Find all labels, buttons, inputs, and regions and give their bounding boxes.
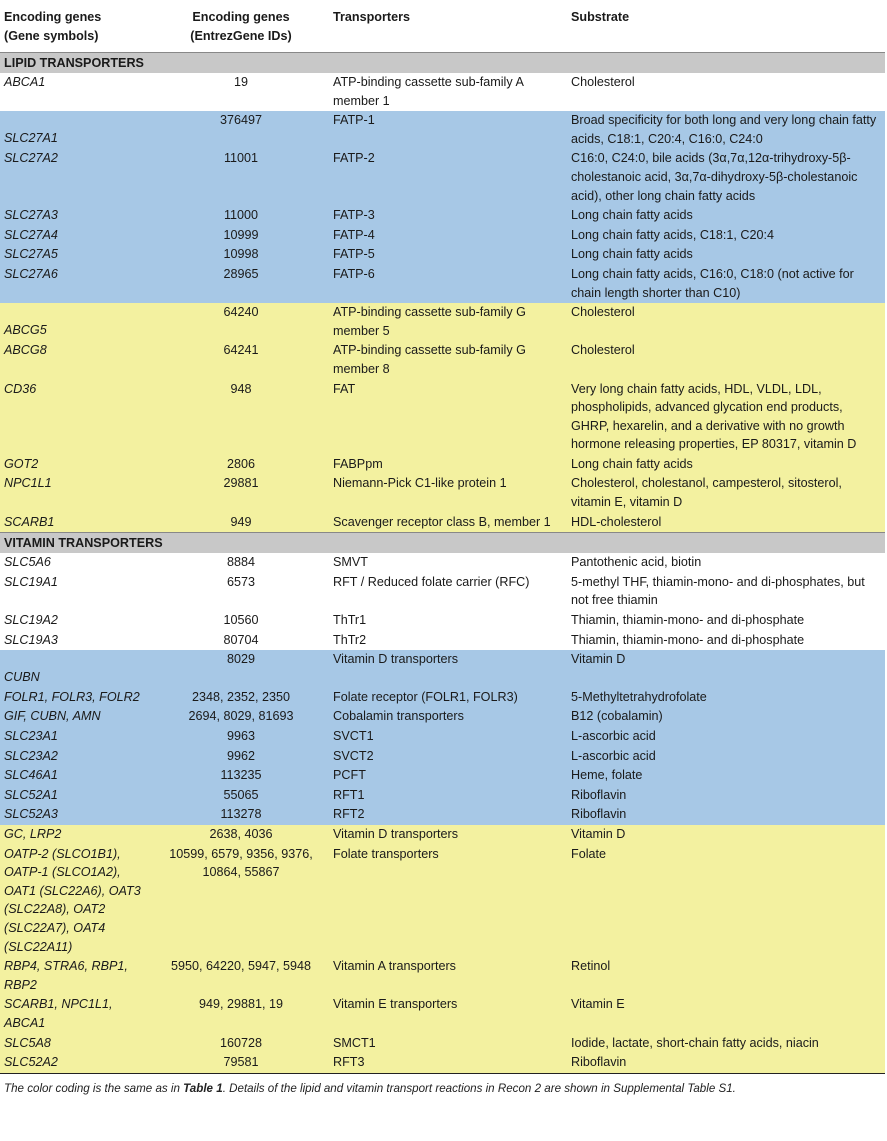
gene-symbol-cell: SLC27A1 (0, 111, 153, 149)
substrate-cell: Long chain fatty acids, C16:0, C18:0 (not active for chain length shorter than C10) (567, 265, 885, 303)
header-substrate: Substrate (571, 10, 630, 24)
header-transporters: Transporters (333, 10, 410, 24)
table-row (0, 995, 885, 1033)
gene-symbol-cell: SLC19A3 (0, 631, 153, 651)
substrate-cell: Long chain fatty acids (567, 206, 885, 226)
transporter-cell: FATP-1 (329, 111, 567, 149)
table-row (0, 707, 885, 727)
entrez-id-cell: 19 (153, 73, 329, 111)
table-header (0, 0, 885, 53)
table-row (0, 805, 885, 825)
entrez-id-cell: 5950, 64220, 5947, 5948 (153, 957, 329, 995)
transporter-cell: RFT / Reduced folate carrier (RFC) (329, 573, 567, 611)
header-gene-symbols (0, 0, 153, 53)
table-row (0, 553, 885, 573)
table-row (0, 265, 885, 303)
transporter-cell: ThTr2 (329, 631, 567, 651)
footnote-table-ref: Table 1 (183, 1081, 223, 1095)
entrez-id-cell: 948 (153, 380, 329, 455)
transporter-cell: ATP-binding cassette sub-family G member 8 (329, 341, 567, 379)
gene-symbol-cell: SLC5A8 (0, 1034, 153, 1054)
substrate-cell: L-ascorbic acid (567, 747, 885, 767)
entrez-id-cell: 376497 (153, 111, 329, 149)
entrez-id-cell: 2348, 2352, 2350 (153, 688, 329, 708)
entrez-id-cell: 10999 (153, 226, 329, 246)
header-entrez-ids-line1: Encoding genes (192, 10, 290, 24)
table-row (0, 1034, 885, 1054)
entrez-id-cell: 949 (153, 513, 329, 533)
table-row (0, 957, 885, 995)
substrate-cell: Vitamin E (567, 995, 885, 1033)
table-row (0, 245, 885, 265)
gene-symbol-cell: ABCG8 (0, 341, 153, 379)
transporter-cell: SVCT1 (329, 727, 567, 747)
gene-symbol-cell: SLC19A2 (0, 611, 153, 631)
gene-symbol-cell: ABCA1 (0, 73, 153, 111)
substrate-cell: 5-Methyltetrahydrofolate (567, 688, 885, 708)
entrez-id-cell: 64241 (153, 341, 329, 379)
transporter-cell: RFT1 (329, 786, 567, 806)
transporter-cell: FATP-6 (329, 265, 567, 303)
transporter-cell: FATP-3 (329, 206, 567, 226)
gene-symbol-cell: GOT2 (0, 455, 153, 475)
table-row (0, 631, 885, 651)
substrate-cell: Folate (567, 845, 885, 958)
substrate-cell: Vitamin D (567, 825, 885, 845)
entrez-id-cell: 8029 (153, 650, 329, 688)
transporter-cell: Niemann-Pick C1-like protein 1 (329, 474, 567, 512)
substrate-cell: Thiamin, thiamin-mono- and di-phosphate (567, 611, 885, 631)
transporter-cell: Vitamin A transporters (329, 957, 567, 995)
substrate-cell: Retinol (567, 957, 885, 995)
gene-symbol-cell: FOLR1, FOLR3, FOLR2 (0, 688, 153, 708)
transporter-cell: Folate transporters (329, 845, 567, 958)
substrate-cell: Heme, folate (567, 766, 885, 786)
transporter-cell: Cobalamin transporters (329, 707, 567, 727)
substrate-cell: Iodide, lactate, short-chain fatty acids, niacin (567, 1034, 885, 1054)
header-gene-symbols-line2: (Gene symbols) (4, 29, 99, 43)
section-header-row (0, 533, 885, 554)
table-row (0, 1053, 885, 1073)
entrez-id-cell: 2694, 8029, 81693 (153, 707, 329, 727)
transporter-cell: SMCT1 (329, 1034, 567, 1054)
gene-symbol-cell: SLC19A1 (0, 573, 153, 611)
substrate-cell: 5-methyl THF, thiamin-mono- and di-phosphates, but not free thiamin (567, 573, 885, 611)
table-row (0, 455, 885, 475)
gene-symbol-cell: SLC27A3 (0, 206, 153, 226)
entrez-id-cell: 10998 (153, 245, 329, 265)
transporter-cell: Vitamin D transporters (329, 825, 567, 845)
table-row (0, 611, 885, 631)
substrate-cell: Long chain fatty acids, C18:1, C20:4 (567, 226, 885, 246)
table-row (0, 474, 885, 512)
entrez-id-cell: 2806 (153, 455, 329, 475)
entrez-id-cell: 9963 (153, 727, 329, 747)
substrate-cell: Cholesterol (567, 341, 885, 379)
substrate-cell: Vitamin D (567, 650, 885, 688)
section-title: LIPID TRANSPORTERS (0, 53, 885, 74)
transporter-cell: SVCT2 (329, 747, 567, 767)
table-row (0, 303, 885, 341)
entrez-id-cell: 949, 29881, 19 (153, 995, 329, 1033)
gene-symbol-cell: GC, LRP2 (0, 825, 153, 845)
entrez-id-cell: 11001 (153, 149, 329, 206)
table-body (0, 53, 885, 1074)
entrez-id-cell: 113235 (153, 766, 329, 786)
header-entrez-ids (153, 0, 329, 53)
table-row (0, 380, 885, 455)
header-gene-symbols-line1: Encoding genes (4, 10, 102, 24)
footnote-text-after: . Details of the lipid and vitamin transport reactions in Recon 2 are shown in Supplemental Table S1. (222, 1081, 736, 1095)
transporter-cell: FABPpm (329, 455, 567, 475)
section-title: VITAMIN TRANSPORTERS (0, 533, 885, 554)
gene-symbol-cell: SLC23A1 (0, 727, 153, 747)
gene-symbol-cell: SCARB1 (0, 513, 153, 533)
entrez-id-cell: 11000 (153, 206, 329, 226)
gene-symbol-cell: SLC23A2 (0, 747, 153, 767)
gene-symbol-cell: CD36 (0, 380, 153, 455)
table-row (0, 341, 885, 379)
entrez-id-cell: 6573 (153, 573, 329, 611)
gene-symbol-cell: SLC52A2 (0, 1053, 153, 1073)
gene-symbol-cell: SLC27A2 (0, 149, 153, 206)
transporter-cell: PCFT (329, 766, 567, 786)
substrate-cell: L-ascorbic acid (567, 727, 885, 747)
entrez-id-cell: 64240 (153, 303, 329, 341)
gene-symbol-cell: NPC1L1 (0, 474, 153, 512)
entrez-id-cell: 160728 (153, 1034, 329, 1054)
table-row (0, 513, 885, 533)
substrate-cell: Pantothenic acid, biotin (567, 553, 885, 573)
table-row (0, 688, 885, 708)
gene-symbol-cell: SCARB1, NPC1L1, ABCA1 (0, 995, 153, 1033)
gene-symbol-cell: SLC46A1 (0, 766, 153, 786)
substrate-cell: Cholesterol (567, 303, 885, 341)
gene-symbol-cell: SLC27A6 (0, 265, 153, 303)
table-row (0, 111, 885, 149)
table-row (0, 786, 885, 806)
gene-symbol-cell: OATP-2 (SLCO1B1), OATP-1 (SLCO1A2), OAT1 (SLC22A6), OAT3 (SLC22A8), OAT2 (SLC22A7), OAT4 (SLC22A11) (0, 845, 153, 958)
transporter-cell: Folate receptor (FOLR1, FOLR3) (329, 688, 567, 708)
substrate-cell: Cholesterol (567, 73, 885, 111)
transporter-cell: FATP-5 (329, 245, 567, 265)
transporter-cell: SMVT (329, 553, 567, 573)
transporter-cell: ATP-binding cassette sub-family A member 1 (329, 73, 567, 111)
substrate-cell: Very long chain fatty acids, HDL, VLDL, LDL, phospholipids, advanced glycation end products, GHRP, hexarelin, and a derivative with no growth hormone releasing properties, EP 80317, vitamin D (567, 380, 885, 455)
gene-symbol-cell: SLC5A6 (0, 553, 153, 573)
transporter-cell: Vitamin E transporters (329, 995, 567, 1033)
entrez-id-cell: 10599, 6579, 9356, 9376, 10864, 55867 (153, 845, 329, 958)
table-row (0, 149, 885, 206)
table-row (0, 845, 885, 958)
substrate-cell: C16:0, C24:0, bile acids (3α,7α,12α-trihydroxy-5β-cholestanoic acid, 3α,7α-dihydroxy-5β-cholestanoic acid), other long chain fatty acids (567, 149, 885, 206)
gene-symbol-cell: SLC52A3 (0, 805, 153, 825)
gene-symbol-cell: ABCG5 (0, 303, 153, 341)
table-row (0, 825, 885, 845)
section-header-row (0, 53, 885, 74)
entrez-id-cell: 2638, 4036 (153, 825, 329, 845)
table-row (0, 73, 885, 111)
substrate-cell: Long chain fatty acids (567, 245, 885, 265)
entrez-id-cell: 10560 (153, 611, 329, 631)
table-row (0, 573, 885, 611)
entrez-id-cell: 28965 (153, 265, 329, 303)
substrate-cell: Riboflavin (567, 1053, 885, 1073)
gene-symbol-cell: GIF, CUBN, AMN (0, 707, 153, 727)
transporter-cell: FAT (329, 380, 567, 455)
gene-symbol-cell: SLC52A1 (0, 786, 153, 806)
substrate-cell: B12 (cobalamin) (567, 707, 885, 727)
entrez-id-cell: 8884 (153, 553, 329, 573)
table-row (0, 206, 885, 226)
entrez-id-cell: 55065 (153, 786, 329, 806)
table-row (0, 747, 885, 767)
entrez-id-cell: 79581 (153, 1053, 329, 1073)
transporter-cell: RFT2 (329, 805, 567, 825)
table-row (0, 766, 885, 786)
substrate-cell: Thiamin, thiamin-mono- and di-phosphate (567, 631, 885, 651)
gene-symbol-cell: CUBN (0, 650, 153, 688)
gene-symbol-cell: SLC27A5 (0, 245, 153, 265)
substrate-cell: Riboflavin (567, 805, 885, 825)
substrate-cell: Cholesterol, cholestanol, campesterol, sitosterol, vitamin E, vitamin D (567, 474, 885, 512)
table-row (0, 727, 885, 747)
transporter-cell: ThTr1 (329, 611, 567, 631)
transporter-cell: ATP-binding cassette sub-family G member 5 (329, 303, 567, 341)
table-row (0, 226, 885, 246)
entrez-id-cell: 9962 (153, 747, 329, 767)
transporter-cell: RFT3 (329, 1053, 567, 1073)
footnote-text-before: The color coding is the same as in (4, 1081, 184, 1095)
transporter-cell: FATP-2 (329, 149, 567, 206)
substrate-cell: Broad specificity for both long and very long chain fatty acids, C18:1, C20:4, C16:0, C24:0 (567, 111, 885, 149)
gene-symbol-cell: RBP4, STRA6, RBP1, RBP2 (0, 957, 153, 995)
entrez-id-cell: 113278 (153, 805, 329, 825)
table-footnote (0, 1074, 887, 1095)
transporter-cell: FATP-4 (329, 226, 567, 246)
substrate-cell: Riboflavin (567, 786, 885, 806)
substrate-cell: Long chain fatty acids (567, 455, 885, 475)
entrez-id-cell: 80704 (153, 631, 329, 651)
substrate-cell: HDL-cholesterol (567, 513, 885, 533)
table-row (0, 650, 885, 688)
header-entrez-ids-line2: (EntrezGene IDs) (190, 29, 292, 43)
entrez-id-cell: 29881 (153, 474, 329, 512)
transporter-cell: Scavenger receptor class B, member 1 (329, 513, 567, 533)
transporter-cell: Vitamin D transporters (329, 650, 567, 688)
gene-symbol-cell: SLC27A4 (0, 226, 153, 246)
